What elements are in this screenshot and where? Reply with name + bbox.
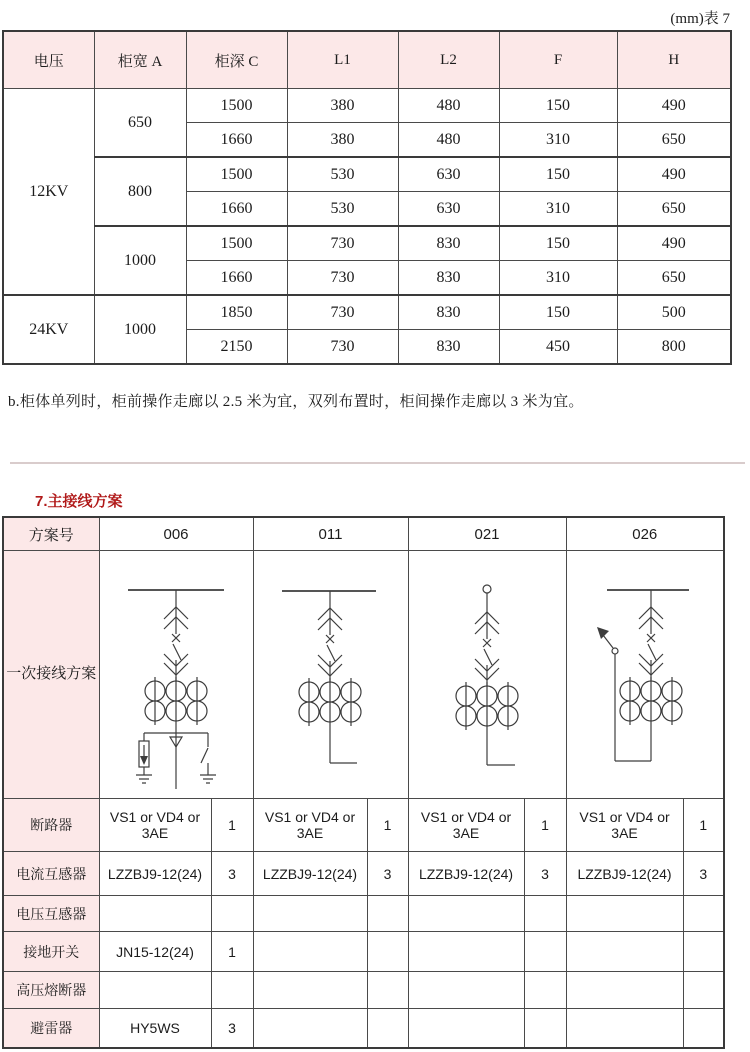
qty-cell [367,896,408,932]
table-cell: 830 [398,226,499,261]
qty-cell [524,932,566,972]
diagram-row [3,551,724,799]
table-row [3,89,731,123]
qty-cell [211,896,253,932]
table-cell: 1660 [186,192,287,227]
col-header-f: F [499,31,617,89]
scheme-no-label: 方案号 [3,517,99,551]
scheme-number-026: 026 [566,517,724,551]
table-cell: 530 [287,192,398,227]
qty-cell [524,896,566,932]
equipment-row-hv-fuse [3,972,724,1009]
equipment-cell [566,972,683,1009]
equipment-cell [253,896,367,932]
table-cell: 490 [617,226,731,261]
qty-cell [683,972,724,1009]
equipment-row-breaker [3,799,724,852]
equipment-cell: LZZBJ9-12(24) [408,852,524,896]
col-header-voltage: 电压 [3,31,94,89]
table-cell: 630 [398,157,499,192]
table-cell: 1660 [186,123,287,158]
table-cell: 150 [499,295,617,330]
diagram-row-label: 一次接线方案 [3,551,99,799]
col-header-l1: L1 [287,31,398,89]
width-cell: 650 [94,89,186,158]
qty-cell [367,1009,408,1049]
table-cell: 150 [499,226,617,261]
qty-cell [211,972,253,1009]
equipment-row-vt [3,896,724,932]
diagram-cell-011 [253,551,408,799]
qty-cell [683,1009,724,1049]
equipment-cell: VS1 or VD4 or 3AE [253,799,367,852]
table-cell: 530 [287,157,398,192]
table-cell: 310 [499,123,617,158]
col-header-l2: L2 [398,31,499,89]
table-cell: 480 [398,89,499,123]
equipment-cell [566,896,683,932]
qty-cell [524,1009,566,1049]
scheme-026-diagram-icon [567,551,725,798]
voltage-cell-24kv: 24KV [3,295,94,364]
scheme-number-011: 011 [253,517,408,551]
col-header-width-a: 柜宽 A [94,31,186,89]
qty-cell: 3 [524,852,566,896]
qty-cell: 3 [367,852,408,896]
qty-cell [524,972,566,1009]
equipment-cell: LZZBJ9-12(24) [99,852,211,896]
qty-cell [367,932,408,972]
equipment-row-arrester [3,1009,724,1049]
equipment-row-ct [3,852,724,896]
table-cell: 1500 [186,89,287,123]
table-row [3,157,731,192]
qty-cell [367,972,408,1009]
table-cell: 1500 [186,157,287,192]
table-cell: 310 [499,192,617,227]
diagram-cell-026 [566,551,724,799]
qty-cell: 3 [683,852,724,896]
table-cell: 380 [287,123,398,158]
table-cell: 1660 [186,261,287,296]
table-cell: 490 [617,89,731,123]
equipment-cell [566,932,683,972]
voltage-cell-12kv: 12KV [3,89,94,296]
row-label: 接地开关 [3,932,99,972]
table-cell: 500 [617,295,731,330]
row-label: 避雷器 [3,1009,99,1049]
table-row [3,226,731,261]
equipment-cell [253,1009,367,1049]
scheme-number-006: 006 [99,517,253,551]
table-cell: 830 [398,261,499,296]
diagram-cell-006 [99,551,253,799]
dimension-table [2,30,732,365]
row-label: 断路器 [3,799,99,852]
scheme-header-row [3,517,724,551]
table-cell: 830 [398,330,499,365]
qty-cell: 3 [211,852,253,896]
equipment-cell [566,1009,683,1049]
equipment-cell: LZZBJ9-12(24) [253,852,367,896]
table-cell: 730 [287,261,398,296]
table-cell: 480 [398,123,499,158]
qty-cell: 1 [211,932,253,972]
equipment-cell: VS1 or VD4 or 3AE [408,799,524,852]
qty-cell: 1 [211,799,253,852]
equipment-cell: LZZBJ9-12(24) [566,852,683,896]
width-cell: 1000 [94,226,186,295]
row-label: 高压熔断器 [3,972,99,1009]
table-cell: 310 [499,261,617,296]
scheme-number-021: 021 [408,517,566,551]
dimension-header-row [3,31,731,89]
row-label: 电压互感器 [3,896,99,932]
equipment-row-earthing-switch [3,932,724,972]
table-cell: 830 [398,295,499,330]
equipment-cell [253,972,367,1009]
equipment-cell [99,896,211,932]
scheme-table [2,516,725,1049]
qty-cell [683,896,724,932]
qty-cell: 1 [367,799,408,852]
table-cell: 800 [617,330,731,365]
width-cell: 800 [94,157,186,226]
table-caption: (mm)表 7 [670,11,730,27]
table-cell: 450 [499,330,617,365]
equipment-cell [408,1009,524,1049]
table-cell: 380 [287,89,398,123]
table-cell: 650 [617,123,731,158]
table-cell: 650 [617,261,731,296]
table-cell: 490 [617,157,731,192]
equipment-cell [408,896,524,932]
table-row [3,295,731,330]
equipment-cell: VS1 or VD4 or 3AE [99,799,211,852]
equipment-cell [408,972,524,1009]
table-cell: 650 [617,192,731,227]
col-header-depth-c: 柜深 C [186,31,287,89]
col-header-h: H [617,31,731,89]
table-cell: 630 [398,192,499,227]
equipment-cell: JN15-12(24) [99,932,211,972]
diagram-cell-021 [408,551,566,799]
note-text: b.柜体单列时，柜前操作走廊以 2.5 米为宜，双列布置时，柜间操作走廊以 3 米为宜。 [8,394,584,410]
table-cell: 150 [499,89,617,123]
table-cell: 730 [287,226,398,261]
equipment-cell: VS1 or VD4 or 3AE [566,799,683,852]
row-label: 电流互感器 [3,852,99,896]
equipment-cell [408,932,524,972]
equipment-cell [253,932,367,972]
table-cell: 2150 [186,330,287,365]
equipment-cell: HY5WS [99,1009,211,1049]
scheme-006-diagram-icon [100,551,254,798]
section-divider [10,462,745,464]
scheme-011-diagram-icon [254,551,408,798]
table-cell: 1500 [186,226,287,261]
table-cell: 730 [287,330,398,365]
qty-cell [683,932,724,972]
qty-cell: 1 [524,799,566,852]
table-cell: 150 [499,157,617,192]
table-cell: 730 [287,295,398,330]
section-title: 7.主接线方案 [35,493,123,510]
scheme-021-diagram-icon [409,551,567,798]
width-cell: 1000 [94,295,186,364]
equipment-cell [99,972,211,1009]
qty-cell: 1 [683,799,724,852]
qty-cell: 3 [211,1009,253,1049]
table-cell: 1850 [186,295,287,330]
